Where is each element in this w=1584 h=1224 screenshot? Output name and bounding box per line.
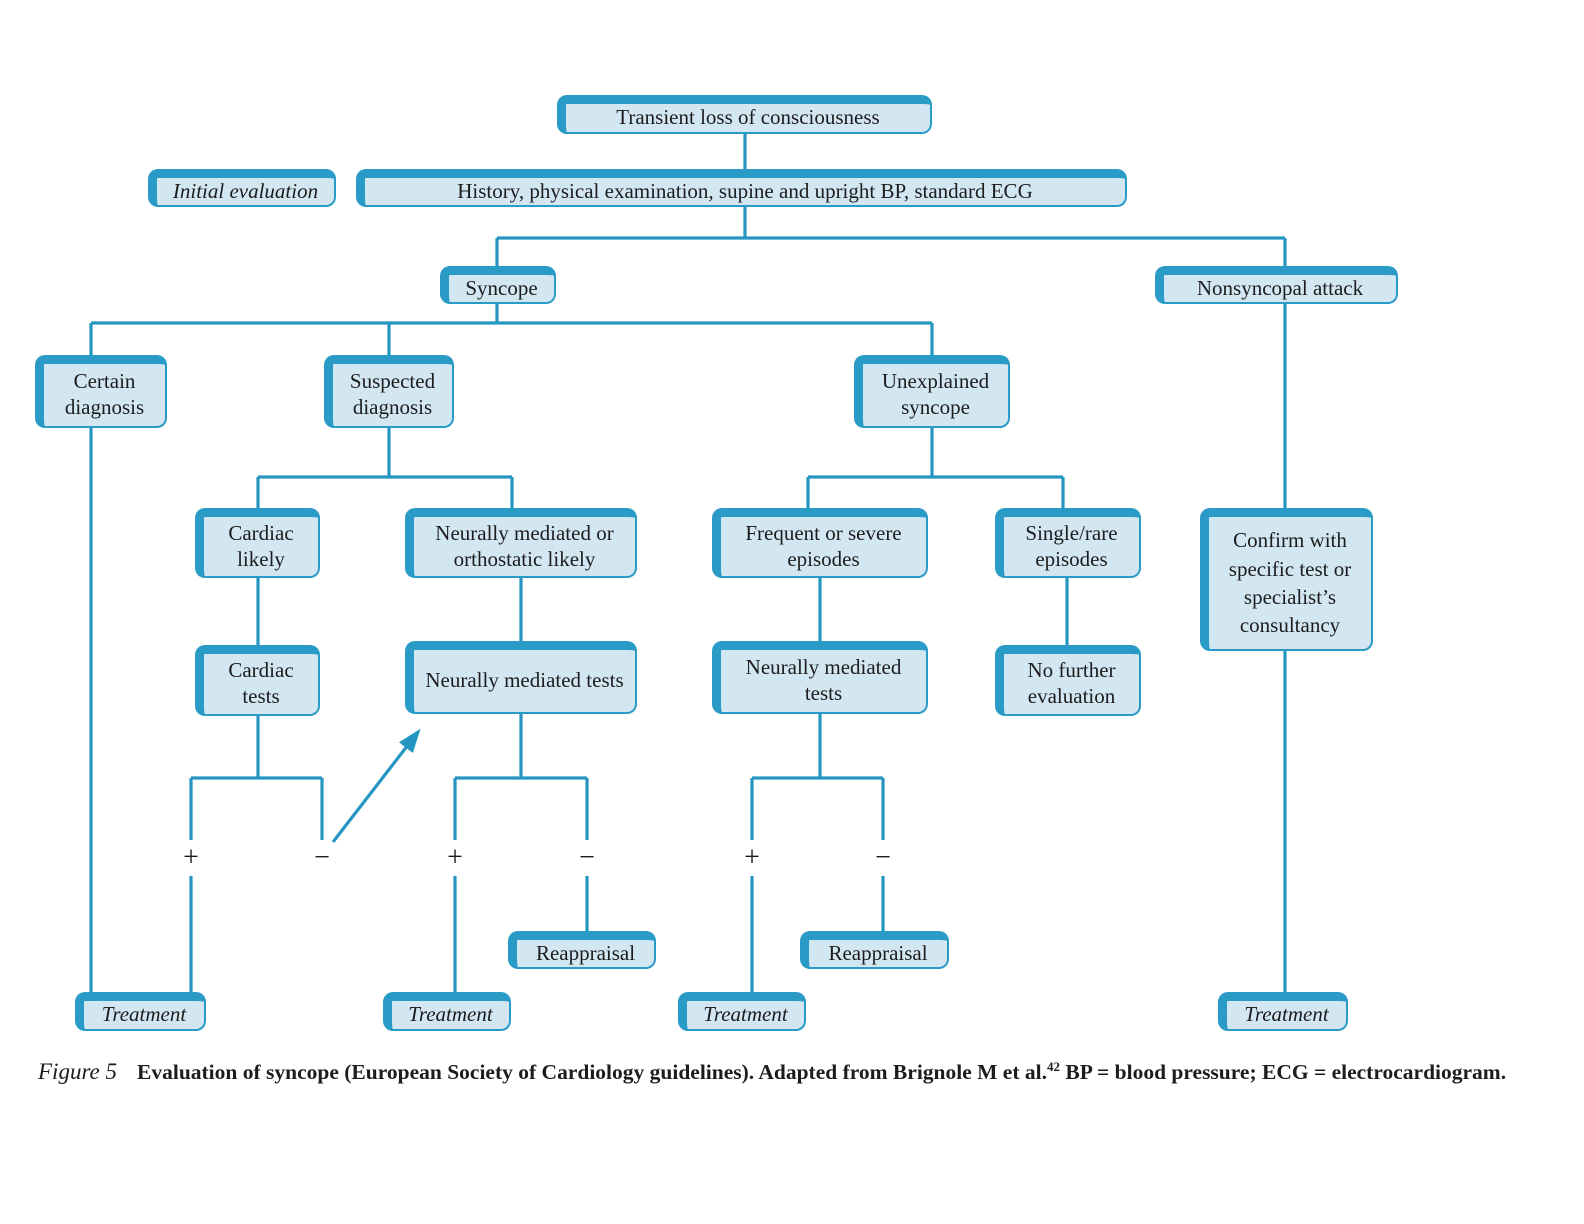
node-initial-evaluation: Initial evaluation xyxy=(148,169,336,207)
node-syncope: Syncope xyxy=(440,266,556,304)
neurally-tests-left-positive-sign: + xyxy=(447,842,463,873)
figure-caption xyxy=(38,1054,1540,1091)
node-reappraisal-left: Reappraisal xyxy=(508,931,656,969)
figure-label: Figure 5 xyxy=(38,1059,117,1084)
node-treatment-nonsyncopal: Treatment xyxy=(1218,992,1348,1031)
node-suspected-diagnosis: Suspected diagnosis xyxy=(324,355,454,428)
node-neurally-mediated-tests-left: Neurally mediated tests xyxy=(405,641,637,714)
neurally-tests-right-negative-sign: − xyxy=(875,842,891,873)
node-cardiac-tests: Cardiac tests xyxy=(195,645,320,716)
caption-text: Evaluation of syncope (European Society of Cardiology guidelines). Adapted from Brignole M et al. xyxy=(137,1060,1047,1084)
neurally-tests-right-positive-sign: + xyxy=(744,842,760,873)
node-no-further-evaluation: No further evaluation xyxy=(995,645,1141,716)
cardiac-tests-positive-sign: + xyxy=(183,842,199,873)
node-frequent-or-severe-episodes: Frequent or severe episodes xyxy=(712,508,928,578)
node-history-examination: History, physical examination, supine and upright BP, standard ECG xyxy=(356,169,1127,207)
cardiac-tests-negative-sign: − xyxy=(314,842,330,873)
node-treatment-neurally-left: Treatment xyxy=(383,992,511,1031)
node-certain-diagnosis: Certain diagnosis xyxy=(35,355,167,428)
minus-to-neurally-mediated-arrow xyxy=(333,732,418,842)
caption-reference-superscript: 42 xyxy=(1046,1058,1060,1074)
node-single-rare-episodes: Single/rare episodes xyxy=(995,508,1141,578)
node-treatment-certain: Treatment xyxy=(75,992,206,1031)
node-treatment-neurally-right: Treatment xyxy=(678,992,806,1031)
caption-text-after: BP = blood pressure; ECG = electrocardiogram. xyxy=(1059,1060,1507,1084)
node-neurally-mediated-tests-right: Neurally mediated tests xyxy=(712,641,928,714)
node-unexplained-syncope: Unexplained syncope xyxy=(854,355,1010,428)
node-neurally-mediated-or-orthostatic-likely: Neurally mediated or orthostatic likely xyxy=(405,508,637,578)
node-reappraisal-right: Reappraisal xyxy=(800,931,949,969)
node-nonsyncopal-attack: Nonsyncopal attack xyxy=(1155,266,1398,304)
node-cardiac-likely: Cardiac likely xyxy=(195,508,320,578)
neurally-tests-left-negative-sign: − xyxy=(579,842,595,873)
node-transient-loss-of-consciousness: Transient loss of consciousness xyxy=(557,95,932,134)
node-confirm-with-specific-test: Confirm with specific test or specialist’s consultancy xyxy=(1200,508,1373,651)
